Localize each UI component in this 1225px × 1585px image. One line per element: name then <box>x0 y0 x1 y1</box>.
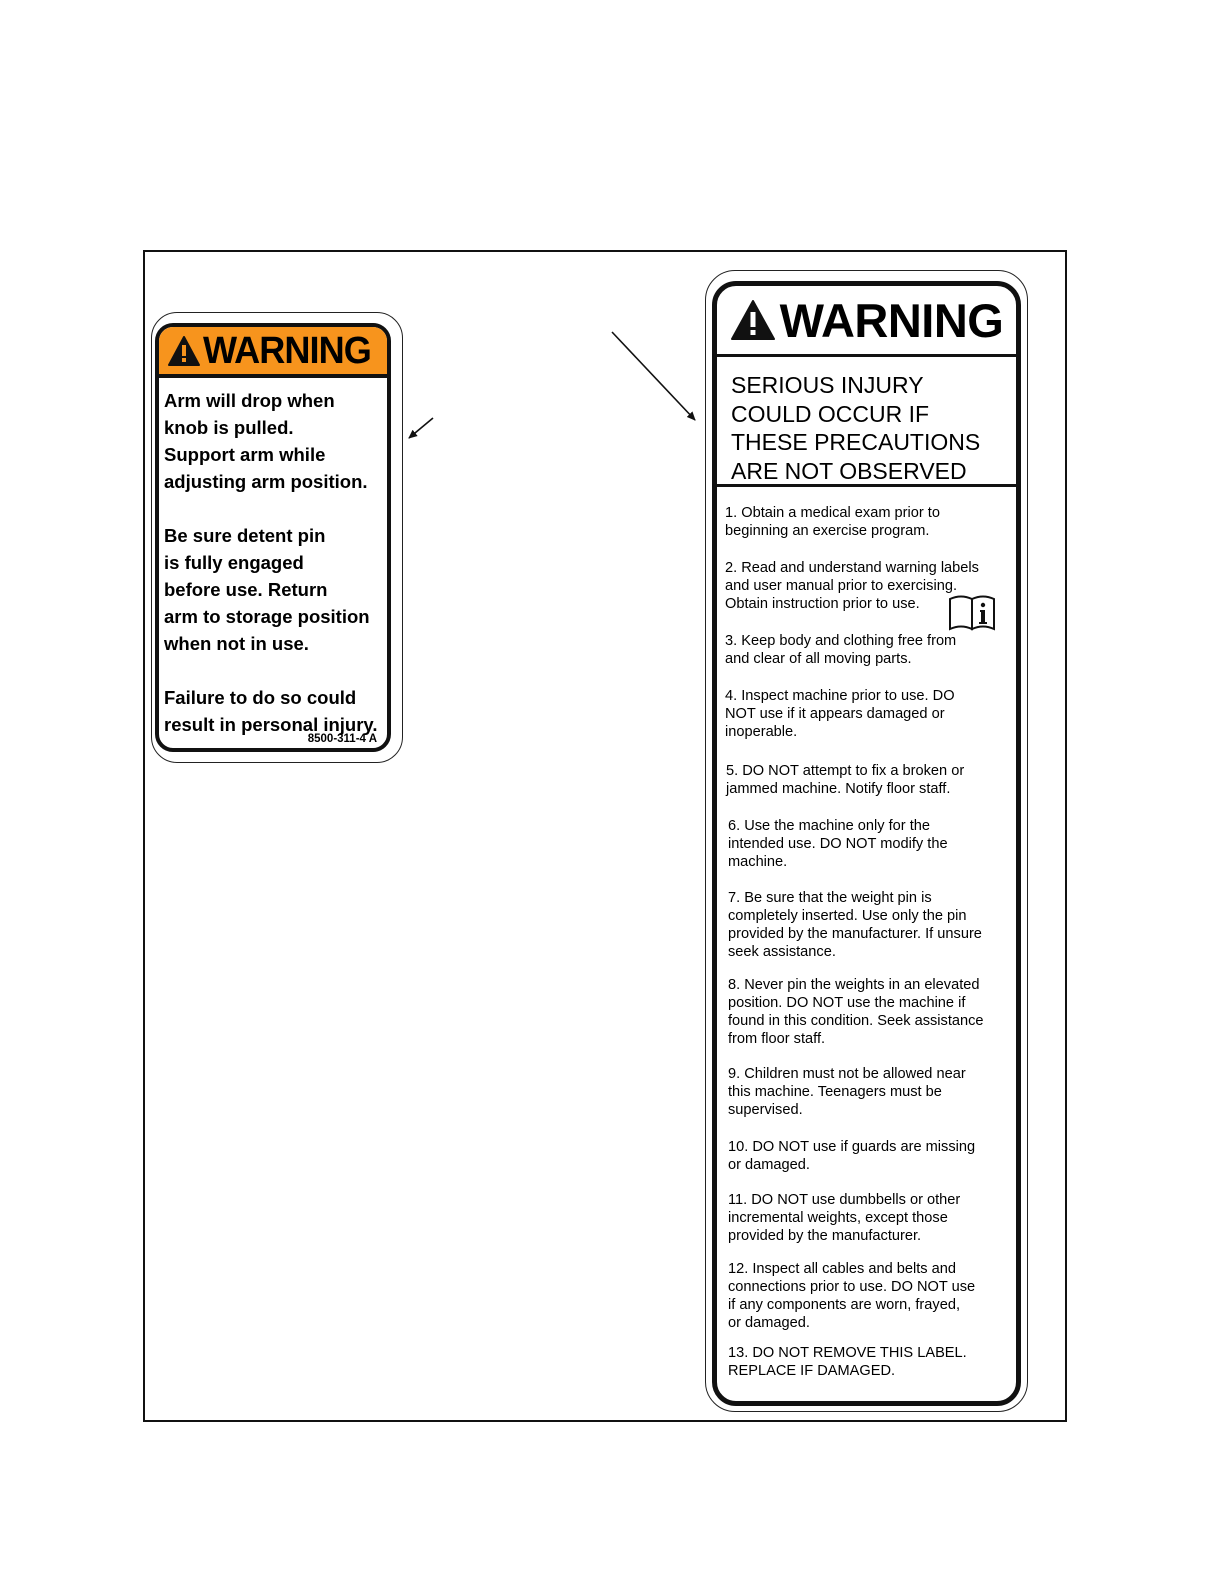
small-warning-label <box>155 323 391 752</box>
precaution-item <box>725 559 979 613</box>
small-label-paragraph <box>164 522 387 657</box>
precaution-item <box>728 1138 975 1174</box>
small-label-header <box>159 327 387 378</box>
precaution-line: 10. DO NOT use if guards are missing <box>728 1139 976 1155</box>
precaution-line: inoperable. <box>725 724 798 740</box>
precaution-line: 7. Be sure that the weight pin is <box>728 890 932 906</box>
precaution-item <box>726 762 964 798</box>
precaution-line: or damaged. <box>728 1315 810 1331</box>
text-line: Be sure detent pin <box>164 525 326 546</box>
precaution-line: Obtain instruction prior to use. <box>725 596 920 612</box>
precaution-line: 1. Obtain a medical exam prior to <box>725 505 940 521</box>
precaution-line: supervised. <box>728 1102 803 1118</box>
precaution-line: 4. Inspect machine prior to use. DO <box>725 688 955 704</box>
precaution-line: connections prior to use. DO NOT use <box>728 1279 976 1295</box>
precaution-line: position. DO NOT use the machine if <box>728 995 966 1011</box>
large-label-header <box>717 286 1016 357</box>
precaution-line: and clear of all moving parts. <box>725 651 912 667</box>
precaution-line: 2. Read and understand warning labels <box>725 560 979 576</box>
text-line: before use. Return <box>164 579 328 600</box>
precaution-line: provided by the manufacturer. <box>728 1228 922 1244</box>
precaution-item <box>728 1065 966 1119</box>
small-label-title: WARNING <box>202 329 371 372</box>
precaution-line: NOT use if it appears damaged or <box>725 706 945 722</box>
small-label-body <box>159 378 387 738</box>
precaution-line: 3. Keep body and clothing free from <box>725 633 957 649</box>
precaution-item <box>728 817 948 871</box>
precaution-line: 12. Inspect all cables and belts and <box>728 1261 956 1277</box>
small-label-paragraph <box>164 387 387 495</box>
text-line: adjusting arm position. <box>164 471 368 492</box>
precaution-item <box>728 1344 967 1380</box>
large-label-title: WARNING <box>779 293 1004 347</box>
text-line: arm to storage position <box>164 606 370 627</box>
text-line: when not in use. <box>164 633 309 654</box>
precaution-line: 9. Children must not be allowed near <box>728 1066 966 1082</box>
precaution-line: this machine. Teenagers must be <box>728 1084 942 1100</box>
small-label-paragraph <box>164 684 387 738</box>
precaution-item <box>725 687 955 741</box>
text-line: Support arm while <box>164 444 326 465</box>
warning-triangle-icon <box>730 299 776 341</box>
precaution-line: provided by the manufacturer. If unsure <box>728 926 982 942</box>
precaution-line: if any components are worn, frayed, <box>728 1297 960 1313</box>
text-line: result in personal injury. <box>164 714 378 735</box>
warning-triangle-icon <box>167 335 201 367</box>
precaution-line: 8. Never pin the weights in an elevated <box>728 977 980 993</box>
precaution-line: from floor staff. <box>728 1031 826 1047</box>
precaution-line: or damaged. <box>728 1157 810 1173</box>
precaution-line: incremental weights, except those <box>728 1210 948 1226</box>
precaution-line: 6. Use the machine only for the <box>728 818 930 834</box>
label-part-number: 8500-311-4 A <box>307 733 377 745</box>
precaution-line: and user manual prior to exercising. <box>725 578 957 594</box>
text-line: is fully engaged <box>164 552 304 573</box>
text-line: knob is pulled. <box>164 417 294 438</box>
precaution-item <box>725 504 940 540</box>
precaution-line: 11. DO NOT use dumbbells or other <box>728 1192 961 1208</box>
subheader-line: THESE PRECAUTIONS <box>731 429 981 455</box>
precaution-line: REPLACE IF DAMAGED. <box>728 1363 896 1379</box>
subheader-line: SERIOUS INJURY <box>731 372 924 398</box>
text-line: Arm will drop when <box>164 390 335 411</box>
text-line: Failure to do so could <box>164 687 357 708</box>
precaution-line: machine. <box>728 854 788 870</box>
large-warning-label <box>712 281 1021 1406</box>
precaution-item <box>728 1260 975 1332</box>
precaution-line: 5. DO NOT attempt to fix a broken or <box>726 763 965 779</box>
precaution-line: beginning an exercise program. <box>725 523 930 539</box>
precaution-line: jammed machine. Notify floor staff. <box>726 781 951 797</box>
precaution-line: seek assistance. <box>728 944 836 960</box>
precaution-item <box>725 632 956 668</box>
large-label-subheader <box>717 357 1016 487</box>
precaution-item <box>728 1191 960 1245</box>
subheader-line: ARE NOT OBSERVED <box>731 457 967 484</box>
precaution-line: intended use. DO NOT modify the <box>728 836 948 852</box>
precaution-line: completely inserted. Use only the pin <box>728 908 967 924</box>
subheader-line: COULD OCCUR IF <box>731 400 930 427</box>
precaution-line: 13. DO NOT REMOVE THIS LABEL. <box>728 1345 967 1361</box>
precaution-item <box>728 889 982 961</box>
precaution-item <box>728 976 984 1048</box>
precaution-line: found in this condition. Seek assistance <box>728 1013 984 1029</box>
